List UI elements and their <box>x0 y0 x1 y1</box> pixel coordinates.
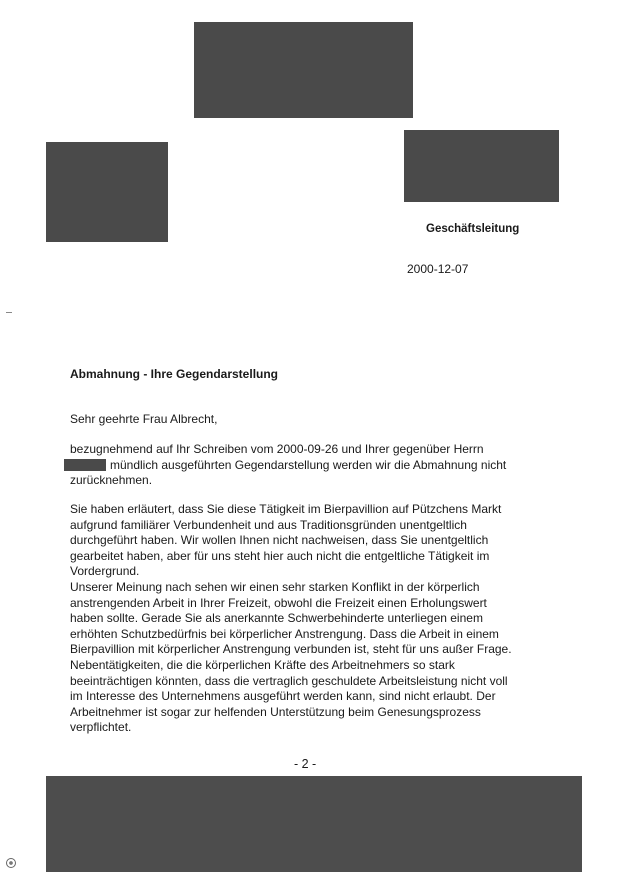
redacted-sender-block <box>404 130 559 202</box>
page-number: - 2 - <box>294 757 317 771</box>
paragraph-line <box>70 458 560 474</box>
letter-paragraph-2 <box>70 502 560 736</box>
paragraph-line: durchgeführt haben. Wir wollen Ihnen nicht nachweisen, dass Sie unentgeltlich <box>70 533 489 548</box>
paragraph-line: aufgrund familiärer Verbundenheit und aus Traditionsgründen unentgeltlich <box>70 517 467 532</box>
redacted-name <box>64 459 106 471</box>
fold-mark <box>6 312 12 313</box>
paragraph-line: gearbeitet haben, aber für uns steht hier auch nicht die entgeltliche Tätigkeit im <box>70 548 490 563</box>
paragraph-line: verpflichtet. <box>70 720 132 735</box>
print-logo-icon <box>6 858 16 868</box>
paragraph-line: Sie haben erläutert, dass Sie diese Tätigkeit im Bierpavillion auf Pützchens Markt <box>70 502 502 516</box>
letter-subject: Abmahnung - Ihre Gegendarstellung <box>70 367 279 381</box>
paragraph-line: zurücknehmen. <box>70 473 153 488</box>
redacted-letterhead-logo <box>194 22 413 118</box>
paragraph-line: bezugnehmend auf Ihr Schreiben vom 2000-09-26 und Ihrer gegenüber Herrn <box>70 442 484 456</box>
paragraph-line: Arbeitnehmer ist sogar zur helfenden Unterstützung beim Genesungsprozess <box>70 704 481 719</box>
paragraph-line: beeinträchtigen könnten, dass die vertraglich geschuldete Arbeitsleistung nicht voll <box>70 673 508 688</box>
paragraph-line: Bierpavillion mit körperlicher Anstrengung verbunden ist, steht für uns außer Frage. <box>70 642 512 657</box>
letter-date: 2000-12-07 <box>407 262 469 276</box>
department-label: Geschäftsleitung <box>426 223 520 235</box>
paragraph-line: haben sollte. Gerade Sie als anerkannte Schwerbehinderte unterliegen einem <box>70 611 483 626</box>
paragraph-line-text: mündlich ausgeführten Gegendarstellung werden wir die Abmahnung nicht <box>110 457 507 472</box>
paragraph-line: Nebentätigkeiten, die die körperlichen Kräfte des Arbeitnehmers so stark <box>70 657 455 672</box>
letter-salutation: Sehr geehrte Frau Albrecht, <box>70 412 218 426</box>
paragraph-line: erhöhten Schutzbedürfnis bei körperlicher Anstrengung. Dass die Arbeit in einem <box>70 626 499 641</box>
letter-paragraph-1 <box>70 442 560 489</box>
paragraph-line: Unserer Meinung nach sehen wir einen sehr starken Konflikt in der körperlich <box>70 579 480 594</box>
redacted-footer <box>46 776 582 872</box>
redacted-recipient-address <box>46 142 168 242</box>
paragraph-line: im Interesse des Unternehmens ausgeführt werden kann, sind nicht erlaubt. Der <box>70 689 496 704</box>
paragraph-line: anstrengenden Arbeit in Ihrer Freizeit, obwohl die Freizeit einen Erholungswert <box>70 595 487 610</box>
paragraph-line: Vordergrund. <box>70 564 140 579</box>
